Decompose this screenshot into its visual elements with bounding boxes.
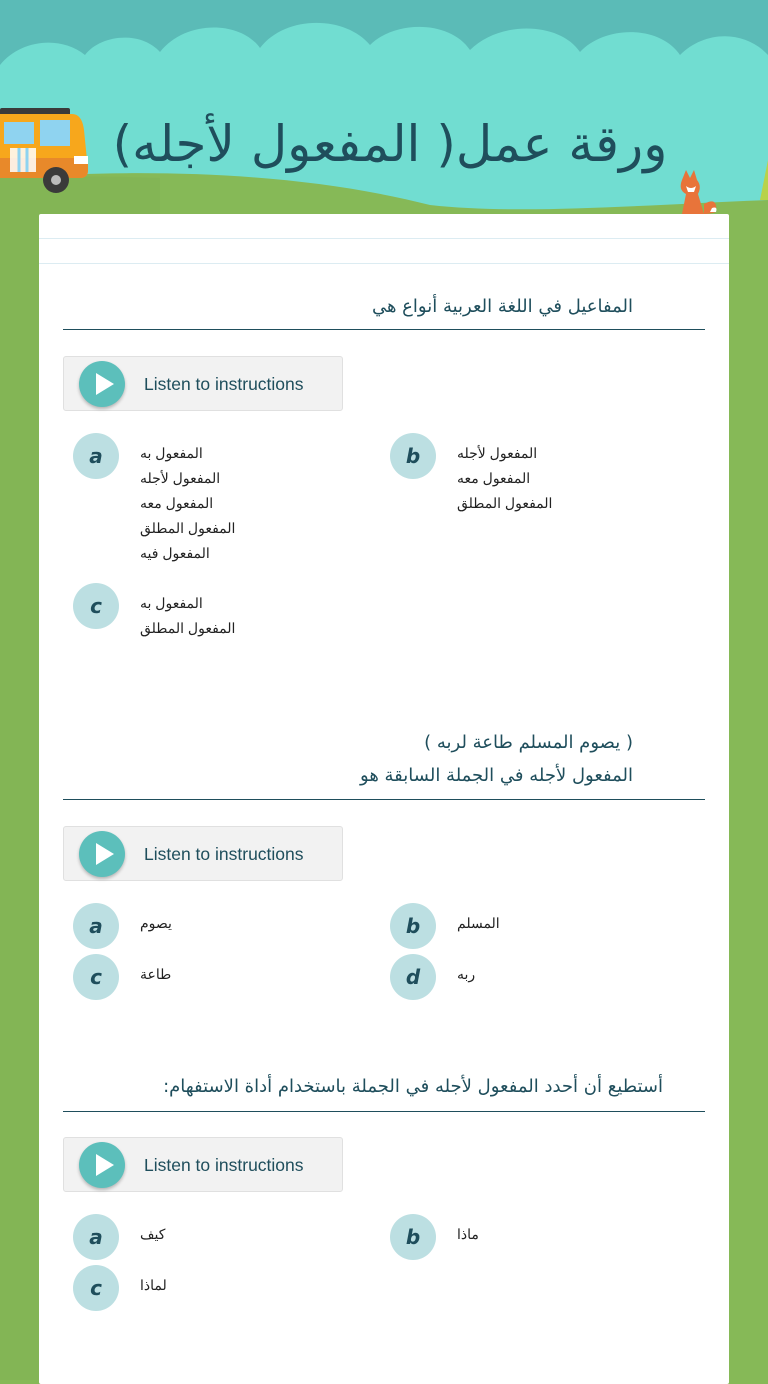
option-text <box>457 962 677 987</box>
option-line: المفعول معه <box>457 470 531 486</box>
option-line: المفعول لأجله <box>457 445 538 461</box>
option-line: المفعول فيه <box>140 545 210 561</box>
question-divider <box>63 799 705 800</box>
listen-button[interactable] <box>63 1137 343 1192</box>
option-letter: a <box>73 903 119 949</box>
question-divider <box>63 1111 705 1112</box>
option-line: يصوم <box>140 915 172 931</box>
option-letter: c <box>73 1265 119 1311</box>
option-line: المسلم <box>457 915 500 931</box>
option-line: المفعول المطلق <box>457 495 553 511</box>
option-line: المفعول المطلق <box>140 620 236 636</box>
play-icon[interactable] <box>79 1142 125 1188</box>
question-text <box>63 726 633 792</box>
question-line: المفاعيل في اللغة العربية أنواع هي <box>371 296 633 317</box>
option-text <box>140 962 360 987</box>
option-text <box>140 591 360 641</box>
question-1 <box>63 290 705 636</box>
option-text <box>457 441 677 516</box>
question-line: أستطيع أن أحدد المفعول لأجله في الجملة باستخدام أداة الاستفهام: <box>163 1076 663 1097</box>
option-letter: b <box>390 903 436 949</box>
listen-label: Listen to instructions <box>144 1155 304 1175</box>
option-letter: b <box>390 1214 436 1260</box>
option-line: المفعول المطلق <box>140 520 236 536</box>
fox-icon <box>664 168 724 216</box>
option-line: المفعول به <box>140 595 203 611</box>
question-line: المفعول لأجله في الجملة السابقة هو <box>360 765 633 786</box>
question-3 <box>63 1070 705 1300</box>
option-text <box>140 911 360 936</box>
play-icon[interactable] <box>79 361 125 407</box>
option-letter: a <box>73 1214 119 1260</box>
option-letter: b <box>390 433 436 479</box>
question-text <box>63 1070 663 1103</box>
option-letter: c <box>73 583 119 629</box>
bus-icon <box>0 100 100 200</box>
listen-button[interactable] <box>63 826 343 881</box>
question-text <box>63 290 633 323</box>
option-letter: d <box>390 954 436 1000</box>
option-line: لماذا <box>140 1277 167 1293</box>
worksheet-card <box>39 214 729 1384</box>
option-letter: c <box>73 954 119 1000</box>
option-line: المفعول لأجله <box>140 470 221 486</box>
page-title: ورقة عمل( المفعول لأجله) <box>112 115 668 173</box>
option-line: ربه <box>457 966 476 982</box>
option-text <box>457 911 677 936</box>
play-icon[interactable] <box>79 831 125 877</box>
question-line: ( يصوم المسلم طاعة لربه ) <box>424 732 633 753</box>
option-line: ماذا <box>457 1226 479 1242</box>
listen-label: Listen to instructions <box>144 844 304 864</box>
option-text <box>457 1222 677 1247</box>
listen-button[interactable] <box>63 356 343 411</box>
option-line: المفعول معه <box>140 495 214 511</box>
question-2 <box>63 726 705 989</box>
option-letter: a <box>73 433 119 479</box>
option-text <box>140 441 360 566</box>
option-line: المفعول به <box>140 445 203 461</box>
card-header-band <box>39 238 729 264</box>
listen-label: Listen to instructions <box>144 374 304 394</box>
question-divider <box>63 329 705 330</box>
option-line: طاعة <box>140 966 172 982</box>
option-text <box>140 1273 360 1298</box>
option-text <box>140 1222 360 1247</box>
option-line: كيف <box>140 1226 166 1242</box>
